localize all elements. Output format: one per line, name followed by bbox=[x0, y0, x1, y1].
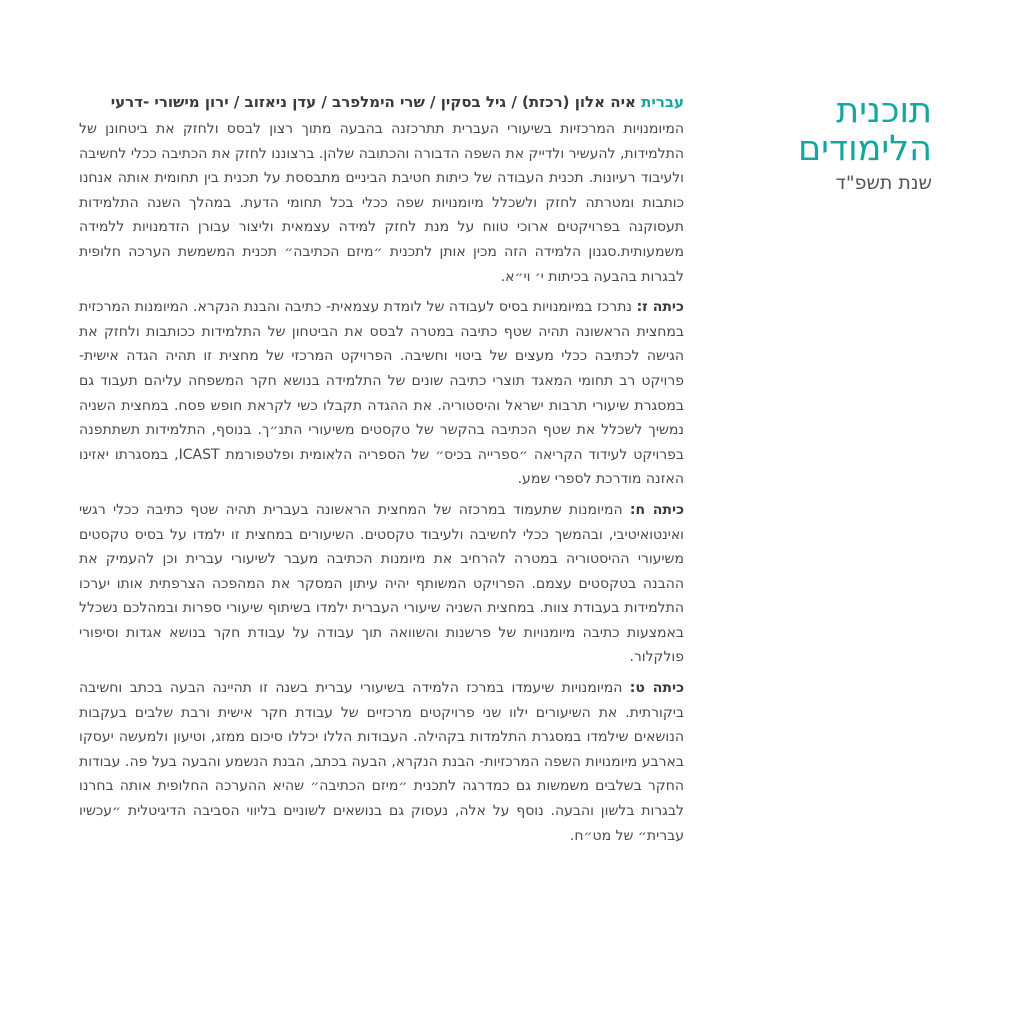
page-title-line-1: תוכנית bbox=[836, 91, 932, 131]
grade-7-label: כיתה ז: bbox=[636, 299, 684, 316]
grade-9-text: המיומנויות שיעמדו במרכז הלמידה בשיעורי עברית בשנה זו תהיינה הבעה בכתב וחשיבה ביקורתית. את השיעורים ילוו שני פרויקטים מרכזיים של עבודת חקר אישית ורבת שלבים בעקבות הנושאים שילמדו במסגרת התלמדות בקהילה. העבודות הללו יכללו סיכום ממזג, וטיעון ולמעשה יעסקו בארבע מיומנויות השפה המרכזיות- הבנת הנקרא, הבעה בכתב, הבנת הנשמע והבעה בעל פה. עבודות החקר בשלבים משמשות גם כמדרגה לתכנית ״מיזם הכתיבה״ שהיא ההערכה החלופית אותה בחרנו לבגרות בלשון והבעה. נוסף על אלה, נעסוק גם בנושאים לשוניים בליווי הסביבה הדיגיטלית ״עכשיו עברית״ של מט״ח. bbox=[79, 680, 684, 844]
subject-name: עברית bbox=[641, 93, 684, 111]
staff-list: איה אלון (רכזת) / גיל בסקין / שרי הימלפרב / עדן ניאזוב / ירון מישורי -דרעי bbox=[110, 93, 636, 111]
page-title-line-2: הלימודים bbox=[797, 129, 932, 169]
grade-7-paragraph bbox=[79, 295, 684, 492]
subject-header bbox=[79, 90, 684, 115]
subject-content bbox=[79, 90, 684, 854]
page-title-block bbox=[772, 92, 932, 194]
grade-8-label: כיתה ח: bbox=[629, 501, 685, 518]
page-title bbox=[772, 92, 932, 168]
school-year: שנת תשפ"ד bbox=[835, 172, 932, 194]
grade-9-paragraph bbox=[79, 676, 684, 848]
grade-9-label: כיתה ט: bbox=[629, 680, 684, 697]
intro-paragraph: המיומנויות המרכזיות בשיעורי העברית תתרכזנה בהבעה מתוך רצון לבסס ולחזק את ביטחונן של התלמידות, להעשיר ולדייק את השפה הדבורה והכתובה שלהן. ברצוננו לחזק את הכתיבה ככלי לחשיבה ולעיבוד רעיונות. תכנית העבודה של כיתות חטיבת הביניים מתבססת על תכנית בין תחומית אותה אנחנו כותבות ומטרתה לחזק ולשכלל מיומנויות שפה ככלי בכל תחומי הדעת. במהלך השנה התלמידות תעסוקנה בפרויקטים ארוכי טווח על מנת לחזק למידה עצמאית וליצור עבורן הזדמנויות ללמידה משמעותית.סגנון הלמידה הזה מכין אותן לתכנית ״מיזם הכתיבה״ תכנית המשמשת הערכה חלופית לבגרות בהבעה בכיתות י׳ וי״א. bbox=[79, 121, 684, 285]
grade-8-paragraph bbox=[79, 498, 684, 670]
grade-8-text: המיומנות שתעמוד במרכזה של המחצית הראשונה בעברית תהיה שטף כתיבה ככלי רגשי ואינטואיטיבי, ובהמשך ככלי לחשיבה ולעיבוד טקסטים. השיעורים במחצית זו ילמדו על בסיס טקסטים משיעורי ההיסטוריה במטרה להרחיב את מיומנות הכתיבה מעבר לשיעורי עברית וכן להעמיק את ההבנה בטקסטים עצמם. הפרויקט המשותף יהיה עיתון המסקר את המהפכה הצרפתית אותו יערכו התלמידות בעבודת צוות. במחצית השניה שיעורי העברית ילמדו בשיתוף שיעורי ספרות ובמהלכם נשכלל באמצעות כתיבה מיומנויות של פרשנות והשוואה תוך עבודה על עבודת חקר בנושא אגדות וסיפורי פולקלור. bbox=[79, 501, 684, 666]
grade-7-text: נתרכז במיומנויות בסיס לעבודה של לומדת עצמאית- כתיבה והבנת הנקרא. המיומנות המרכזית במחצית הראשונה תהיה שטף כתיבה במטרה לבסס את הביטחון של התלמידות ככותבות ולחזק את הגישה לכתיבה ככלי מעצים של ביטוי וחשיבה. הפרויקט המרכזי של מחצית זו תהיה הגדה אישית- פרויקט רב תחומי המאגד תוצרי כתיבה שונים של התלמידה בנושא חקר המשפחה עליהם תעבוד גם במסגרת שיעורי תרבות ישראל והיסטוריה. את ההגדה תקבלו כשי לקראת חופש פסח. במחצית השניה נמשיך לשכלל את שטף הכתיבה בהקשר של טקסטים משיעורי התנ״ך. בנוסף, התלמידות תשתתפנה בפרויקט לעידוד הקריאה ״ספרייה בכיס״ של הספריה הלאומית ופלטפורמת ICAST, במסגרתו יאזינו האזנה מודרכת לספרי שמע. bbox=[79, 299, 684, 488]
